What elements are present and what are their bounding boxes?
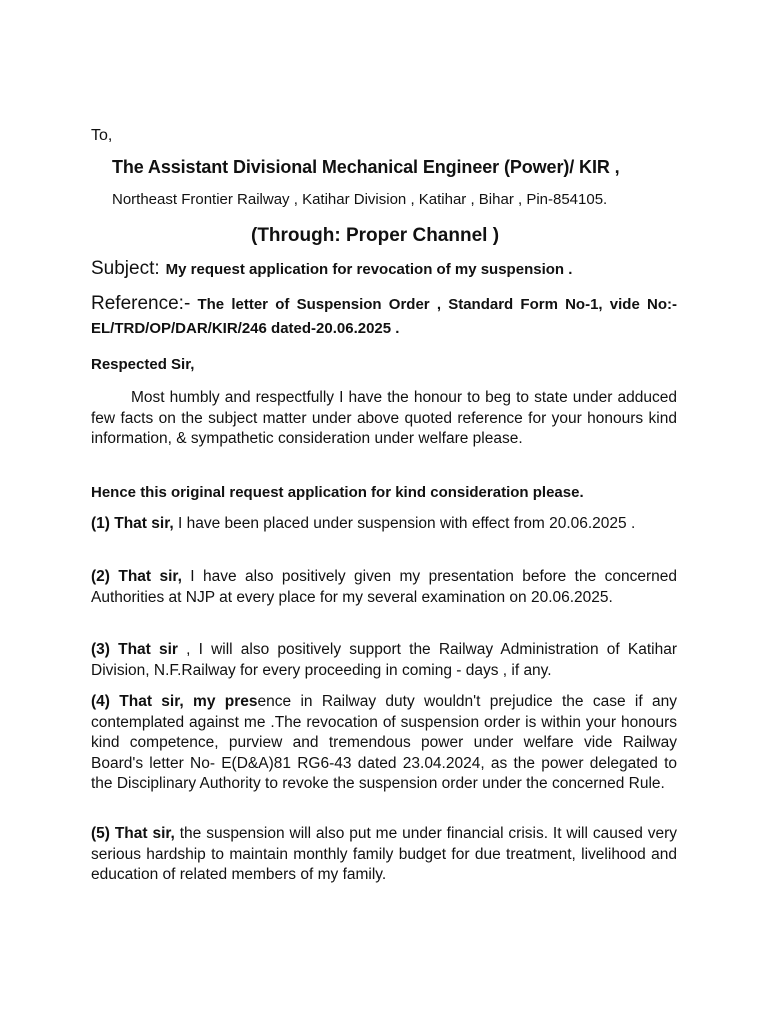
point-text: , I will also positively support the Railway Administration of Katihar Division, N.F.Railway for every proceeding in coming - days , if any. [91,641,677,679]
point-lead: (4) That sir, my pres [91,693,258,710]
salutation: Respected Sir, [91,356,195,373]
through-channel: (Through: Proper Channel ) [251,225,500,246]
point-text: I have also positively given my presentation before the concerned Authorities at NJP at every place for my several examination on 20.06.2025. [91,568,677,606]
subject-text: My request application for revocation of my suspension . [165,261,573,278]
point-3 [91,640,677,681]
point-text: ence in Railway duty wouldn't prejudice the case if any contemplated against me .The revocation of suspension order is within your honours kind competence, purview and tremendous power under welfare vide Railway Board's letter No- E(D&A)81 RG6-43 dated 23.04.2024, as the power delegated to the Disciplinary Authority to revoke the suspension order under the concerned Rule. [91,693,677,792]
point-4 [91,692,677,795]
addressee: The Assistant Divisional Mechanical Engineer (Power)/ KIR , [112,157,620,177]
point-text: the suspension will also put me under financial crisis. It will caused very serious hardship to maintain monthly family budget for due treatment, livelihood and education of related members of my family. [91,825,677,883]
point-1 [91,514,677,535]
point-2 [91,567,677,608]
reference-label: Reference:- [91,293,191,314]
reference-line [91,292,677,341]
intro-paragraph: Most humbly and respectfully I have the honour to beg to state under adduced few facts on the subject matter under above quoted reference for your honours kind information, & sympathetic consideration under welfare please. [91,389,677,447]
reference-text: The letter of Suspension Order , Standard Form No-1, vide No:-EL/TRD/OP/DAR/KIR/246 dated-20.06.2025 . [91,296,677,337]
point-lead: (2) That sir, [91,568,182,585]
subject-label: Subject: [91,258,160,279]
point-lead: (5) That sir, [91,825,175,842]
to-line: To, [91,127,113,144]
address-line: Northeast Frontier Railway , Katihar Division , Katihar , Bihar , Pin-854105. [112,191,608,208]
hence-line: Hence this original request application for kind consideration please. [91,484,584,501]
point-5 [91,824,677,886]
subject-line [91,258,691,280]
point-lead: (3) That sir [91,641,178,658]
point-text: I have been placed under suspension with effect from 20.06.2025 . [173,515,636,532]
point-lead: (1) That sir, [91,515,174,532]
